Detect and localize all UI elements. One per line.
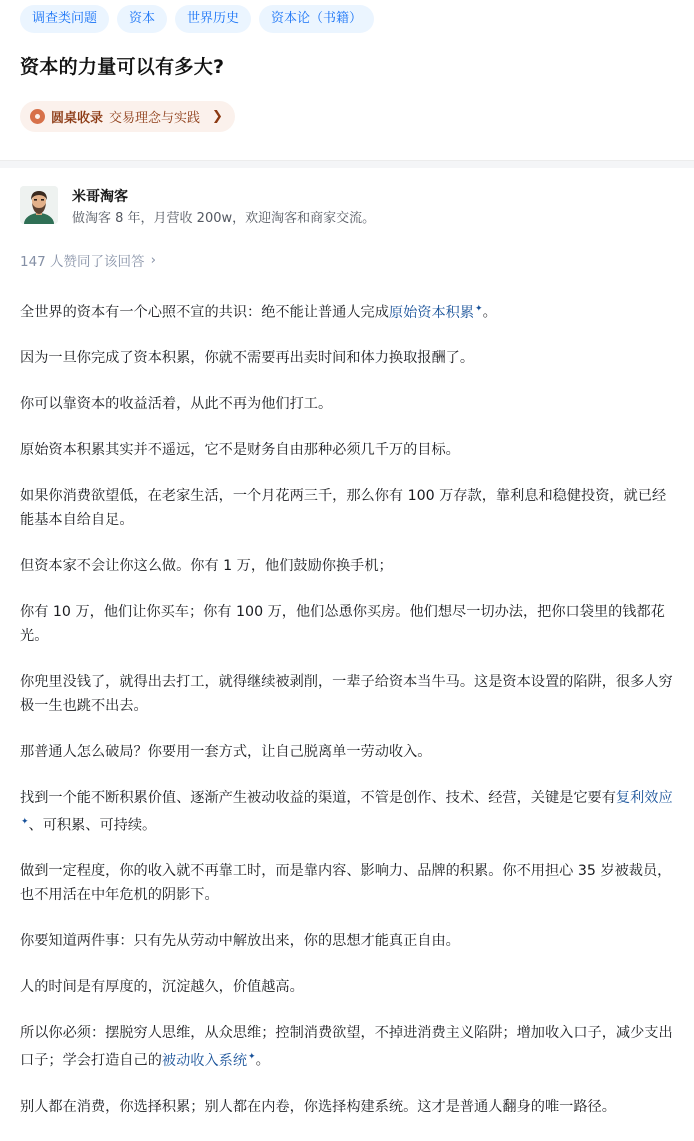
keyword-link-text: 原始资本积累 xyxy=(388,304,475,321)
paragraph: 别人都在消费，你选择积累；别人都在内卷，你选择构建系统。这才是普通人翻身的唯一路径。 xyxy=(20,1099,616,1116)
roundtable-badge[interactable] xyxy=(20,101,235,132)
paragraph: 因为一旦你完成了资本积累，你就不需要再出卖时间和体力换取报酬了。 xyxy=(20,349,475,366)
paragraph-text: 。 xyxy=(255,1053,270,1070)
paragraph: 那普通人怎么破局？你要用一套方式，让自己脱离单一劳动收入。 xyxy=(20,743,432,760)
keyword-link-text: 被动收入系统 xyxy=(161,1053,248,1070)
paragraph-text: 找到一个能不断积累价值、逐渐产生被动收益的渠道，不管是创作、技术、经营，关键是它要有 xyxy=(20,789,616,806)
paragraph-text: 。 xyxy=(482,304,497,321)
answer-content xyxy=(20,297,680,1141)
paragraph xyxy=(20,297,680,325)
author-name[interactable]: 米哥淘客 xyxy=(72,189,128,205)
paragraph-text: 所以你必须：摆脱穷人思维，从众思维；控制消费欲望，不掉进消费主义陷阱；增加收入口子，减少支出口子；学会打造自己的 xyxy=(20,1025,673,1070)
author-bio: 做淘客 8 年，月营收 200w，欢迎淘客和商家交流。 xyxy=(72,211,376,226)
chevron-right-icon: ❯ xyxy=(212,109,223,124)
avatar[interactable] xyxy=(20,186,58,224)
paragraph: 你有 10 万，他们让你买车；你有 100 万，他们怂恿你买房。他们想尽一切办法，把你口袋里的钱都花光。 xyxy=(20,603,665,644)
roundtable-name: 交易理念与实践 xyxy=(109,111,201,126)
paragraph: 你可以靠资本的收益活着，从此不再为他们打工。 xyxy=(20,395,333,412)
author-card xyxy=(20,186,375,230)
topic-list xyxy=(20,5,374,33)
avatar-illustration xyxy=(20,186,58,224)
sparkle-icon: ✦ xyxy=(21,816,29,827)
sparkle-icon: ✦ xyxy=(475,304,483,314)
roundtable-label: 圆桌收录 xyxy=(51,111,104,126)
chevron-right-icon: › xyxy=(150,252,156,268)
keyword-link[interactable] xyxy=(389,305,483,321)
paragraph: 人的时间是有厚度的，沉淀越久，价值越高。 xyxy=(20,979,304,996)
paragraph-text: 全世界的资本有一个心照不宣的共识：绝不能让普通人完成 xyxy=(20,304,389,321)
keyword-link-text: 复利效应 xyxy=(615,789,673,806)
paragraph: 但资本家不会让你这么做。你有 1 万，他们鼓励你换手机； xyxy=(20,557,393,574)
paragraph: 做到一定程度，你的收入就不再靠工时，而是靠内容、影响力、品牌的积累。你不用担心 35 岁被裁员，也不用活在中年危机的阴影下。 xyxy=(20,863,672,904)
paragraph: 你要知道两件事：只有先从劳动中解放出来，你的思想才能真正自由。 xyxy=(20,933,460,950)
section-divider xyxy=(0,160,694,168)
paragraph: 如果你消费欲望低，在老家生活，一个月花两三千，那么你有 100 万存款，靠利息和稳健投资，就已经能基本自给自足。 xyxy=(20,487,667,528)
paragraph-text: 、可积累、可持续。 xyxy=(28,817,157,834)
sparkle-icon: ✦ xyxy=(248,1052,256,1063)
vote-count-text: 147 人赞同了该回答 xyxy=(20,254,145,270)
topic-tag[interactable]: 世界历史 xyxy=(175,5,251,33)
topic-tag[interactable]: 调查类问题 xyxy=(20,5,109,33)
roundtable-icon xyxy=(30,109,45,124)
paragraph xyxy=(20,1021,680,1073)
keyword-link[interactable] xyxy=(162,1053,256,1069)
question-header xyxy=(0,0,694,160)
topic-tag[interactable]: 资本 xyxy=(117,5,167,33)
paragraph: 你兜里没钱了，就得出去打工，就得继续被剥削，一辈子给资本当牛马。这是资本设置的陷阱，很多人穷极一生也跳不出去。 xyxy=(20,673,673,714)
vote-count[interactable] xyxy=(20,250,156,270)
paragraph: 原始资本积累其实并不遥远，它不是财务自由那种必须几千万的目标。 xyxy=(20,441,460,458)
paragraph xyxy=(20,786,680,838)
question-title[interactable]: 资本的力量可以有多大? xyxy=(20,56,225,78)
topic-tag[interactable]: 资本论（书籍） xyxy=(259,5,374,33)
